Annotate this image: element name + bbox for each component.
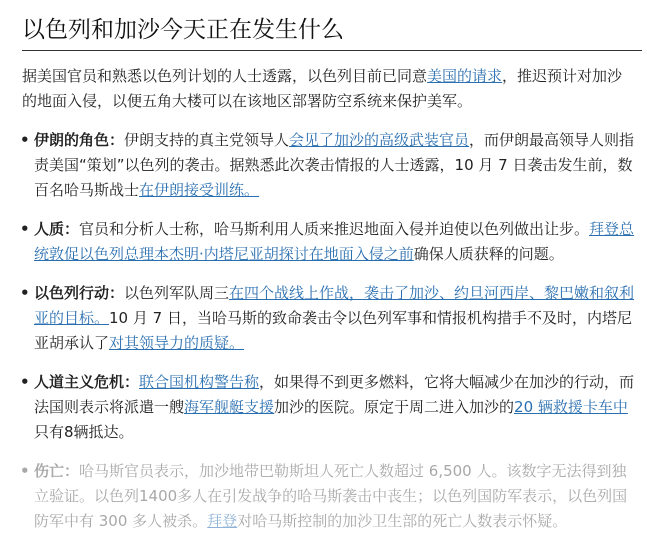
bullet-marker-icon: • (20, 220, 30, 238)
bullet-title: 人道主义危机： (34, 373, 140, 391)
bullet-item (0, 459, 636, 534)
bullet-item (0, 217, 636, 267)
intro-text: ，推迟预计对加沙的地面入侵，以便五角大楼可以在该地区部署防空系统来保护美军。 (22, 67, 623, 110)
bullet-text: 10 月 7 日，当哈马斯的致命袭击令以色列军事和情报机构措手不及时，内塔尼亚胡承认了 (34, 309, 632, 352)
bullet-link[interactable]: 会见了加沙的高级武装官员 (289, 131, 470, 149)
bullet-list (0, 128, 647, 548)
bullet-text: 只有8辆抵达。 (34, 423, 134, 441)
bullet-item (0, 281, 636, 356)
bullet-link[interactable]: 拜登 (207, 512, 238, 530)
bullet-link[interactable]: 海军舰艇支援 (184, 398, 275, 416)
bullet-link[interactable]: 对其领导力的质疑。 (109, 334, 245, 352)
intro-paragraph (22, 64, 628, 114)
bullet-text: 伊朗支持的真主党领导人 (124, 131, 290, 149)
bullet-item (0, 128, 636, 203)
bullet-text: 对哈马斯控制的加沙卫生部的死亡人数表示怀疑。 (237, 512, 568, 530)
bullet-title: 人质： (34, 220, 80, 238)
bullet-link[interactable]: 20 辆救援卡车中 (514, 398, 628, 416)
title-divider (22, 50, 642, 51)
bullet-marker-icon: • (20, 284, 30, 302)
bullet-text: 哈马斯官员表示，加沙地带巴勒斯坦人死亡人数超过 6,500 人。该数字无法得到独立验证。以色列1400多人在引发战争的哈马斯袭击中丧生；以色列国防军表示，以色列国防军中有 300 多人被杀。 (34, 462, 628, 530)
bullet-marker-icon: • (20, 462, 30, 480)
bullet-link[interactable]: 联合国机构警告称 (139, 373, 260, 391)
bullet-text: 确保人质获释的问题。 (413, 245, 564, 263)
bullet-title: 以色列行动： (34, 284, 125, 302)
bullet-text: 加沙的医院。原定于周二进入加沙的 (274, 398, 515, 416)
intro-link-us-request[interactable]: 美国的请求 (427, 67, 503, 85)
bullet-marker-icon: • (20, 373, 30, 391)
bullet-title: 伤亡： (34, 462, 80, 480)
bullet-link[interactable]: 在伊朗接受训练。 (139, 181, 260, 199)
bullet-text: 官员和分析人士称，哈马斯利用人质来推迟地面入侵并迫使以色列做出让步。 (79, 220, 590, 238)
bullet-marker-icon: • (20, 131, 30, 149)
bullet-link[interactable]: 拜登总统敦促以色列总理本杰明·内塔尼亚胡探讨在地面入侵之前 (34, 220, 635, 263)
bullet-text: ，而伊朗最高领导人则指责美国“策划”以色列的袭击。据熟悉此次袭击情报的人士透露，10 月 7 日袭击发生前，数百名哈马斯战士 (34, 131, 635, 199)
bullet-title: 伊朗的角色： (34, 131, 125, 149)
bullet-link[interactable]: 在四个战线上作战，袭击了加沙、约旦河西岸、黎巴嫩和叙利亚的目标。 (34, 284, 635, 327)
bullet-item (0, 370, 636, 445)
bullet-text: ，如果得不到更多燃料，它将大幅减少在加沙的行动，而法国则表示将派遣一艘 (34, 373, 635, 416)
bullet-text: 以色列军队周三 (124, 284, 230, 302)
page-title: 以色列和加沙今天正在发生什么 (22, 17, 344, 43)
intro-text: 据美国官员和熟悉以色列计划的人士透露，以色列目前已同意 (22, 67, 428, 85)
